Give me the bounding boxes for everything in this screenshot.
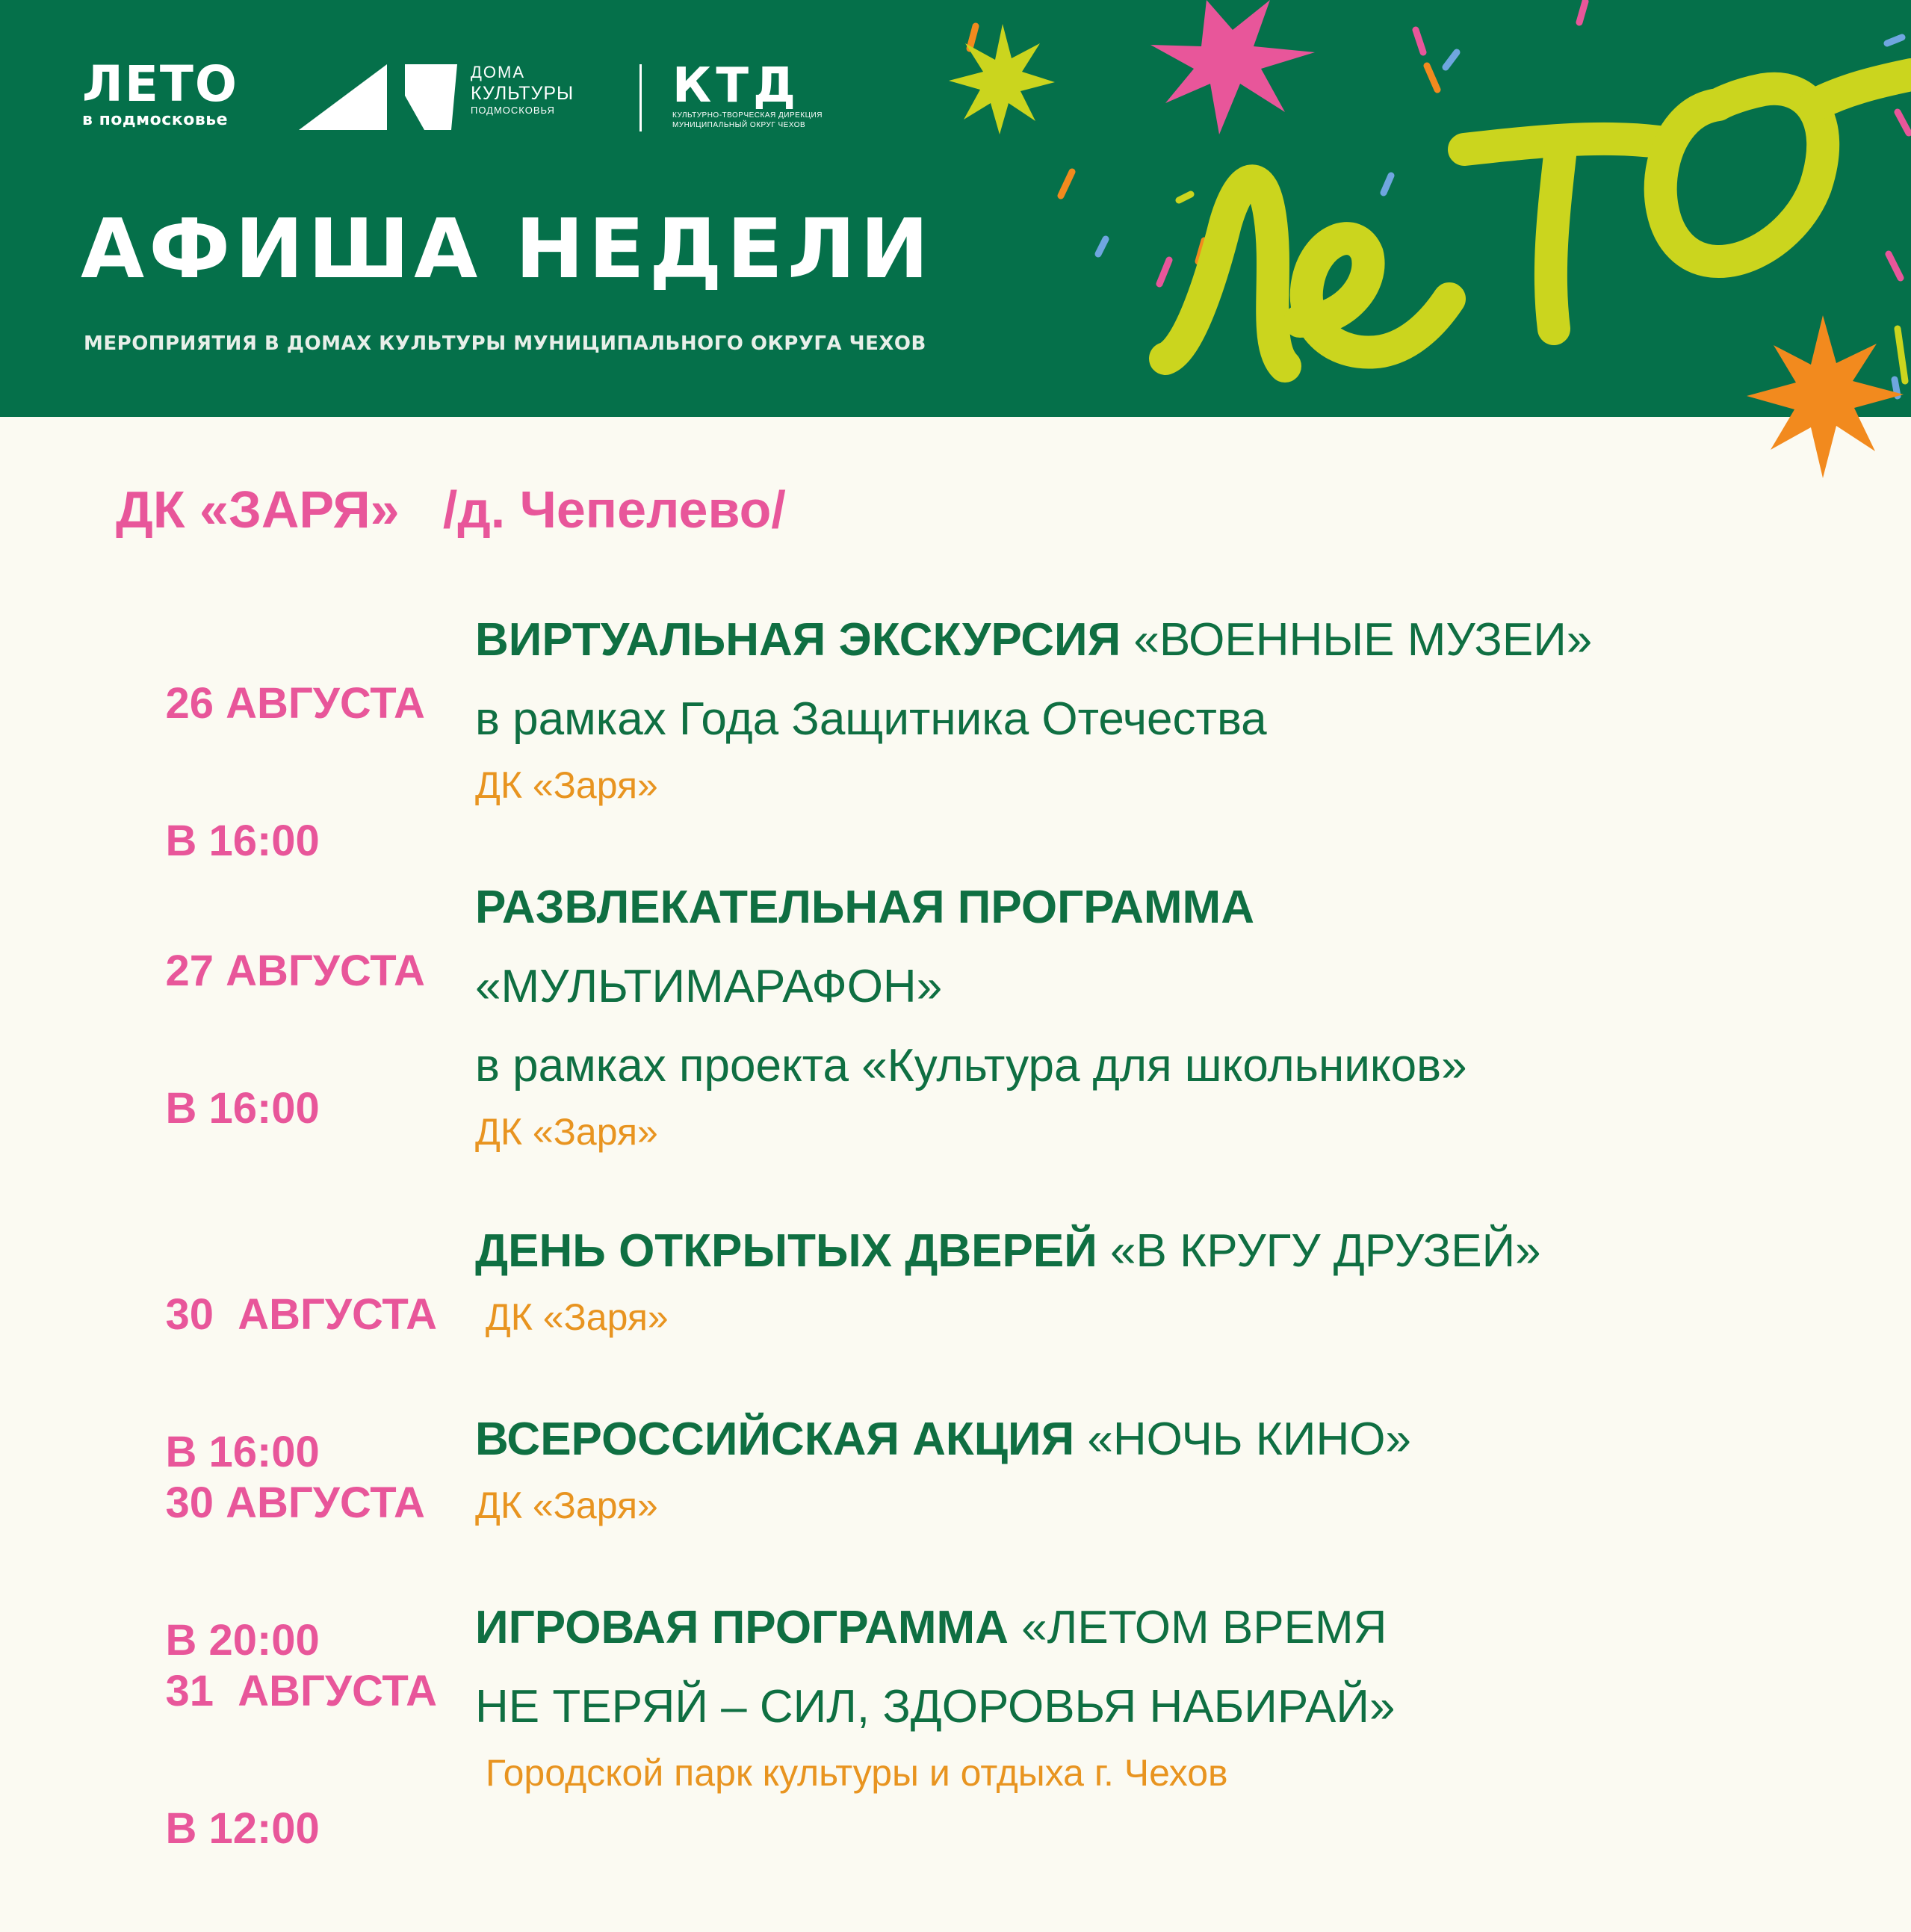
event-place: ДК «Заря» <box>475 1111 658 1153</box>
event-description <box>475 1400 1880 1532</box>
event-time: В 16:00 <box>165 1084 320 1133</box>
doma-kultury-line-3: ПОДМОСКОВЬЯ <box>471 105 555 116</box>
event-description <box>475 868 1880 1158</box>
event-title-bold: ВИРТУАЛЬНАЯ ЭКСКУРСИЯ <box>475 614 1121 666</box>
event-title <box>475 1588 1880 1668</box>
logo-divider <box>639 64 642 131</box>
ktd-logo <box>672 58 823 130</box>
ktd-logo-mark: КТД <box>672 58 800 114</box>
event-description <box>475 1588 1880 1799</box>
page-title: АФИША НЕДЕЛИ <box>81 201 934 297</box>
event-date <box>117 1588 437 1932</box>
event-description <box>475 601 1880 811</box>
event-day: 30 АВГУСТА <box>165 1290 438 1339</box>
event-day: 27 АВГУСТА <box>165 947 425 995</box>
event-title-rest: «ВОЕННЫЕ МУЗЕИ» <box>1121 614 1593 666</box>
ktd-logo-line-2: МУНИЦИПАЛЬНЫЙ ОКРУГ ЧЕХОВ <box>672 121 806 129</box>
page-subtitle: МЕРОПРИЯТИЯ В ДОМАХ КУЛЬТУРЫ МУНИЦИПАЛЬНОГО ОКРУГА ЧЕХОВ <box>84 332 926 355</box>
event-title-continued: «МУЛЬТИМАРАФОН» <box>475 961 943 1012</box>
event-place: ДК «Заря» <box>475 1296 669 1338</box>
leto-logo-caption: в подмосковье <box>82 111 229 129</box>
event-title-bold: ИГРОВАЯ ПРОГРАММА <box>475 1602 1009 1653</box>
event-place: Городской парк культуры и отдыха г. Чехов <box>475 1752 1228 1794</box>
event-note: в рамках проекта «Культура для школьников» <box>475 1040 1467 1092</box>
event-title <box>475 868 1880 947</box>
venue-heading: ДК «ЗАРЯ» /д. Чепелево/ <box>116 480 786 539</box>
event-place: ДК «Заря» <box>475 1484 658 1526</box>
event-title <box>475 601 1880 680</box>
leto-logo <box>82 55 239 130</box>
event-time: В 16:00 <box>165 817 320 865</box>
event-date <box>117 868 425 1212</box>
event-title-continued: НЕ ТЕРЯЙ – СИЛ, ЗДОРОВЬЯ НАБИРАЙ» <box>475 1681 1396 1733</box>
doma-kultury-line-1: ДОМА <box>471 63 526 81</box>
doma-kultury-line-2: КУЛЬТУРЫ <box>471 83 574 104</box>
doma-kultury-emblem-icon <box>299 61 463 133</box>
event-title-rest: «НОЧЬ КИНО» <box>1074 1414 1411 1465</box>
event-time: В 16:00 <box>165 1428 320 1476</box>
event-time: В 20:00 <box>165 1616 320 1665</box>
event-note: в рамках Года Защитника Отечества <box>475 693 1267 745</box>
event-day: 30 АВГУСТА <box>165 1479 425 1527</box>
event-title-bold: ДЕНЬ ОТКРЫТЫХ ДВЕРЕЙ <box>475 1225 1097 1277</box>
leto-logo-word: ЛЕТО <box>82 55 239 113</box>
event-title-rest: «В КРУГУ ДРУЗЕЙ» <box>1097 1225 1541 1277</box>
event-day: 26 АВГУСТА <box>165 679 425 728</box>
event-title-bold: ВСЕРОССИЙСКАЯ АКЦИЯ <box>475 1414 1075 1465</box>
event-title-rest: «ЛЕТОМ ВРЕМЯ <box>1008 1602 1387 1653</box>
ktd-logo-line-1: КУЛЬТУРНО-ТВОРЧЕСКАЯ ДИРЕКЦИЯ <box>672 111 823 120</box>
event-title <box>475 1212 1880 1291</box>
event-description <box>475 1212 1880 1343</box>
event-title-bold: РАЗВЛЕКАТЕЛЬНАЯ ПРОГРАММА <box>475 882 1254 933</box>
doma-kultury-logo <box>471 63 574 117</box>
header-banner <box>0 0 1911 417</box>
event-day: 31 АВГУСТА <box>165 1667 438 1715</box>
event-time: В 12:00 <box>165 1804 320 1853</box>
event-title <box>475 1400 1880 1479</box>
event-place: ДК «Заря» <box>475 764 658 806</box>
